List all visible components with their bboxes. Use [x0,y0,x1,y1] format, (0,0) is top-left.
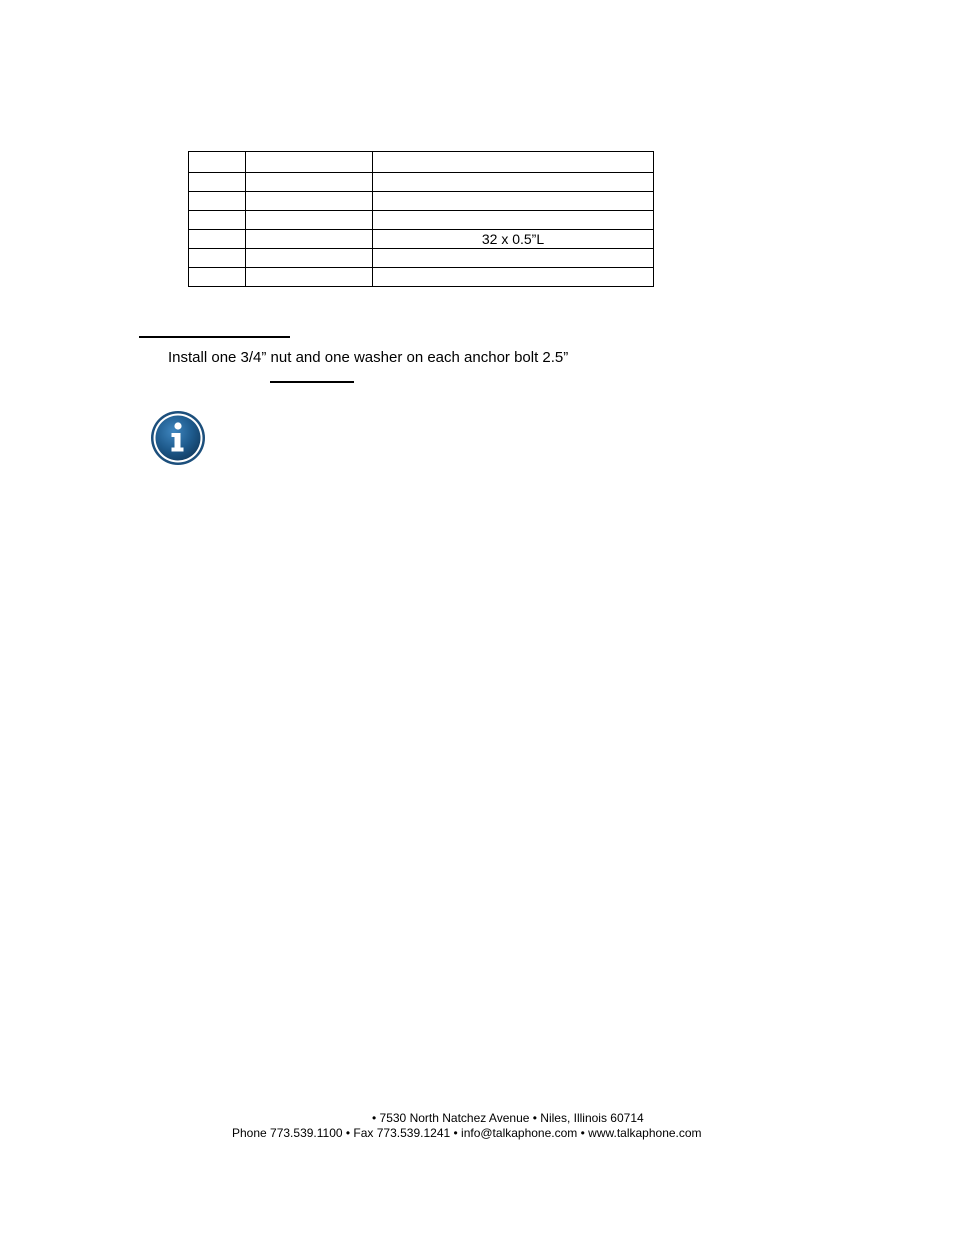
table-cell [373,268,654,287]
table-cell: 32 x 0.5”L [373,230,654,249]
table-cell [246,152,373,173]
section-heading-underline [139,336,290,338]
table-row [189,249,654,268]
table-cell [189,268,246,287]
parts-table [188,151,654,287]
table-cell [189,192,246,211]
table-cell [189,152,246,173]
table-cell [246,192,373,211]
table-cell [189,230,246,249]
table-cell [373,249,654,268]
table-cell [246,249,373,268]
table-cell [373,173,654,192]
table-row [189,268,654,287]
info-icon [149,409,207,467]
table-cell [246,268,373,287]
footer-contact: Phone 773.539.1100 • Fax 773.539.1241 • info@talkaphone.com • www.talkaphone.com [232,1126,702,1140]
table-cell [189,173,246,192]
table-cell [373,192,654,211]
table-row [189,230,654,249]
table-cell [373,152,654,173]
table-cell [373,211,654,230]
table-row [189,173,654,192]
table-cell [246,211,373,230]
table-cell [189,249,246,268]
table-row [189,192,654,211]
table-cell [189,211,246,230]
table-cell [246,230,373,249]
install-instruction-text: Install one 3/4” nut and one washer on each anchor bolt 2.5” [168,349,569,366]
parts-table-body [189,152,654,287]
table-row [189,211,654,230]
table-cell [246,173,373,192]
sub-heading-underline [270,381,354,383]
table-row [189,152,654,173]
footer-address: • 7530 North Natchez Avenue • Niles, Illinois 60714 [372,1111,644,1125]
